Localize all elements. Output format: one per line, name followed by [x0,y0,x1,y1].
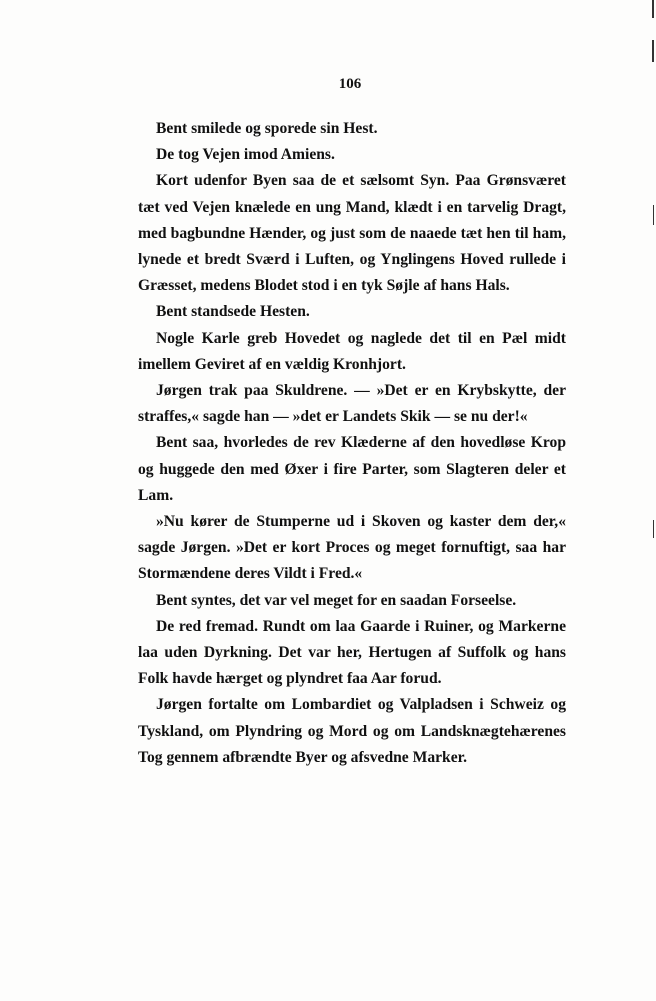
paragraph-6: Jørgen trak paa Skuldrene. — »Det er en Krybskytte, der straffes,« sagde han — »det er Landets Skik — se nu der!« [138,382,566,426]
paragraph-1: Bent smilede og sporede sin Hest. [156,120,378,137]
scan-edge-mark-top [652,0,654,18]
scan-edge-mark-upper [652,40,654,62]
paragraph-5: Nogle Karle greb Hovedet og naglede det til en Pæl midt imellem Geviret af en vældig Kronhjort. [138,329,566,373]
page-number: 106 [338,76,362,92]
paragraph-2: De tog Vejen imod Amiens. [156,146,335,164]
paragraph-4: Bent standsede Hesten. [156,303,310,321]
paragraph-10: De red fremad. Rundt om laa Gaarde i Ruiner, og Markerne laa uden Dyrkning. Det var her, Hertugen af Suffolk og hans Folk havde hærget og plyndret faa Aar forud. [138,617,566,688]
paragraph-3: Kort udenfor Byen saa de et sælsomt Syn. Paa Grønsværet tæt ved Vejen knælede en ung Mand, klædt i en tarvelig Dragt, med bagbundne Hænder, og just som de naaede tæt hen til ham, lynede et bredt Sværd i Luften, og Ynglingens Hoved rullede i Græsset, medens Blodet stod i en tyk Søjle af hans Hals. [138,172,566,295]
scan-edge-mark-lower [653,520,654,538]
paragraph-7: Bent saa, hvorledes de rev Klæderne af den hovedløse Krop og huggede den med Øxer i fire Parter, som Slagteren deler et Lam. [138,434,566,504]
scan-edge-mark-middle [653,205,654,225]
paragraph-11: Jørgen fortalte om Lombardiet og Valpladsen i Schweiz og Tyskland, om Plyndring og Mord og om Landsknægtehærenes Tog gennem afbrændte Byer og afsvedne Marker. [138,696,566,766]
paragraph-9: Bent syntes, det var vel meget for en saadan Forseelse. [156,591,517,609]
paragraph-8: »Nu kører de Stumperne ud i Skoven og kaster dem der,« sagde Jørgen. »Det er kort Proces og meget fornuftigt, saa har Stormændene deres Vildt i Fred.« [138,513,566,583]
body-text [138,116,566,771]
